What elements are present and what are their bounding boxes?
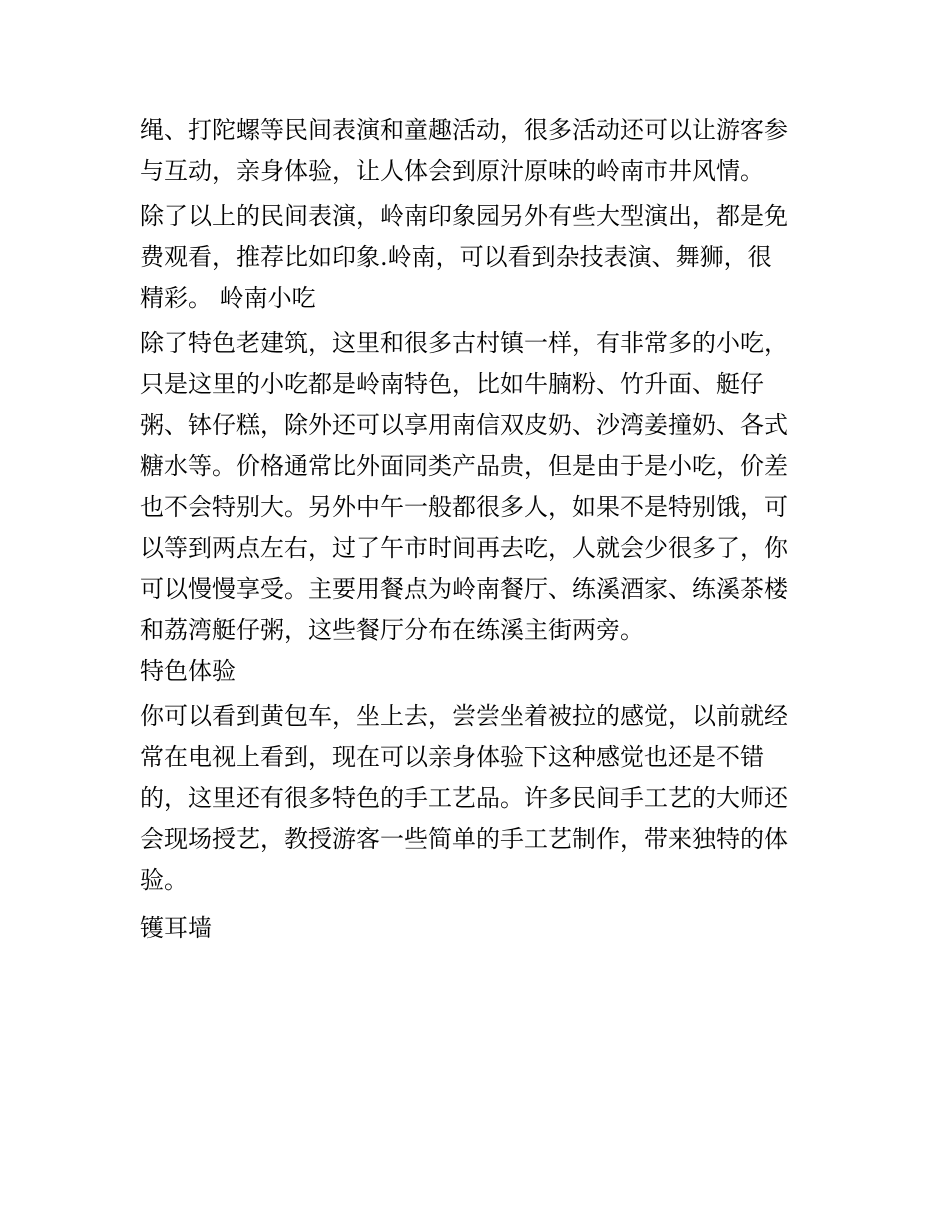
text-line: 费观看，推荐比如印象.岭南，可以看到杂技表演、舞狮，很 [140, 243, 772, 271]
text-line: 会现场授艺，教授游客一些简单的手工艺制作，带来独特的体 [140, 825, 788, 853]
text-line: 也不会特别大。另外中午一般都很多人，如果不是特别饿，可 [140, 493, 788, 521]
text-line: 糖水等。价格通常比外面同类产品贵，但是由于是小吃，价差 [140, 452, 788, 480]
paragraph-folk-activities [140, 110, 820, 192]
text-line: 除了特色老建筑，这里和很多古村镇一样，有非常多的小吃， [140, 329, 788, 357]
section-heading: 镬耳墙 [140, 914, 212, 942]
section-heading-wok-ear-wall [140, 908, 820, 949]
text-line: 验。 [140, 866, 188, 894]
section-heading: 特色体验 [140, 657, 236, 685]
text-line: 除了以上的民间表演，岭南印象园另外有些大型演出，都是免 [140, 202, 788, 230]
paragraph-performances [140, 196, 820, 319]
text-line: 可以慢慢享受。主要用餐点为岭南餐厅、练溪酒家、练溪茶楼 [140, 575, 788, 603]
paragraph-experience [140, 696, 820, 901]
text-line: 常在电视上看到，现在可以亲身体验下这种感觉也还是不错 [140, 743, 764, 771]
document-body [140, 110, 820, 949]
text-line: 你可以看到黄包车，坐上去，尝尝坐着被拉的感觉，以前就经 [140, 702, 788, 730]
section-heading-special-experience [140, 651, 820, 692]
text-line: 与互动，亲身体验，让人体会到原汁原味的岭南市井风情。 [140, 157, 764, 185]
text-line: 只是这里的小吃都是岭南特色，比如牛腩粉、竹升面、艇仔 [140, 370, 764, 398]
text-line: 绳、打陀螺等民间表演和童趣活动，很多活动还可以让游客参 [140, 116, 788, 144]
text-line: 粥、钵仔糕，除外还可以享用南信双皮奶、沙湾姜撞奶、各式 [140, 411, 788, 439]
text-line: 和荔湾艇仔粥，这些餐厅分布在练溪主街两旁。 [140, 616, 644, 644]
text-line: 精彩。 岭南小吃 [140, 284, 316, 312]
text-line: 以等到两点左右，过了午市时间再去吃，人就会少很多了，你 [140, 534, 788, 562]
text-line: 的，这里还有很多特色的手工艺品。许多民间手工艺的大师还 [140, 784, 788, 812]
paragraph-snacks [140, 323, 820, 651]
